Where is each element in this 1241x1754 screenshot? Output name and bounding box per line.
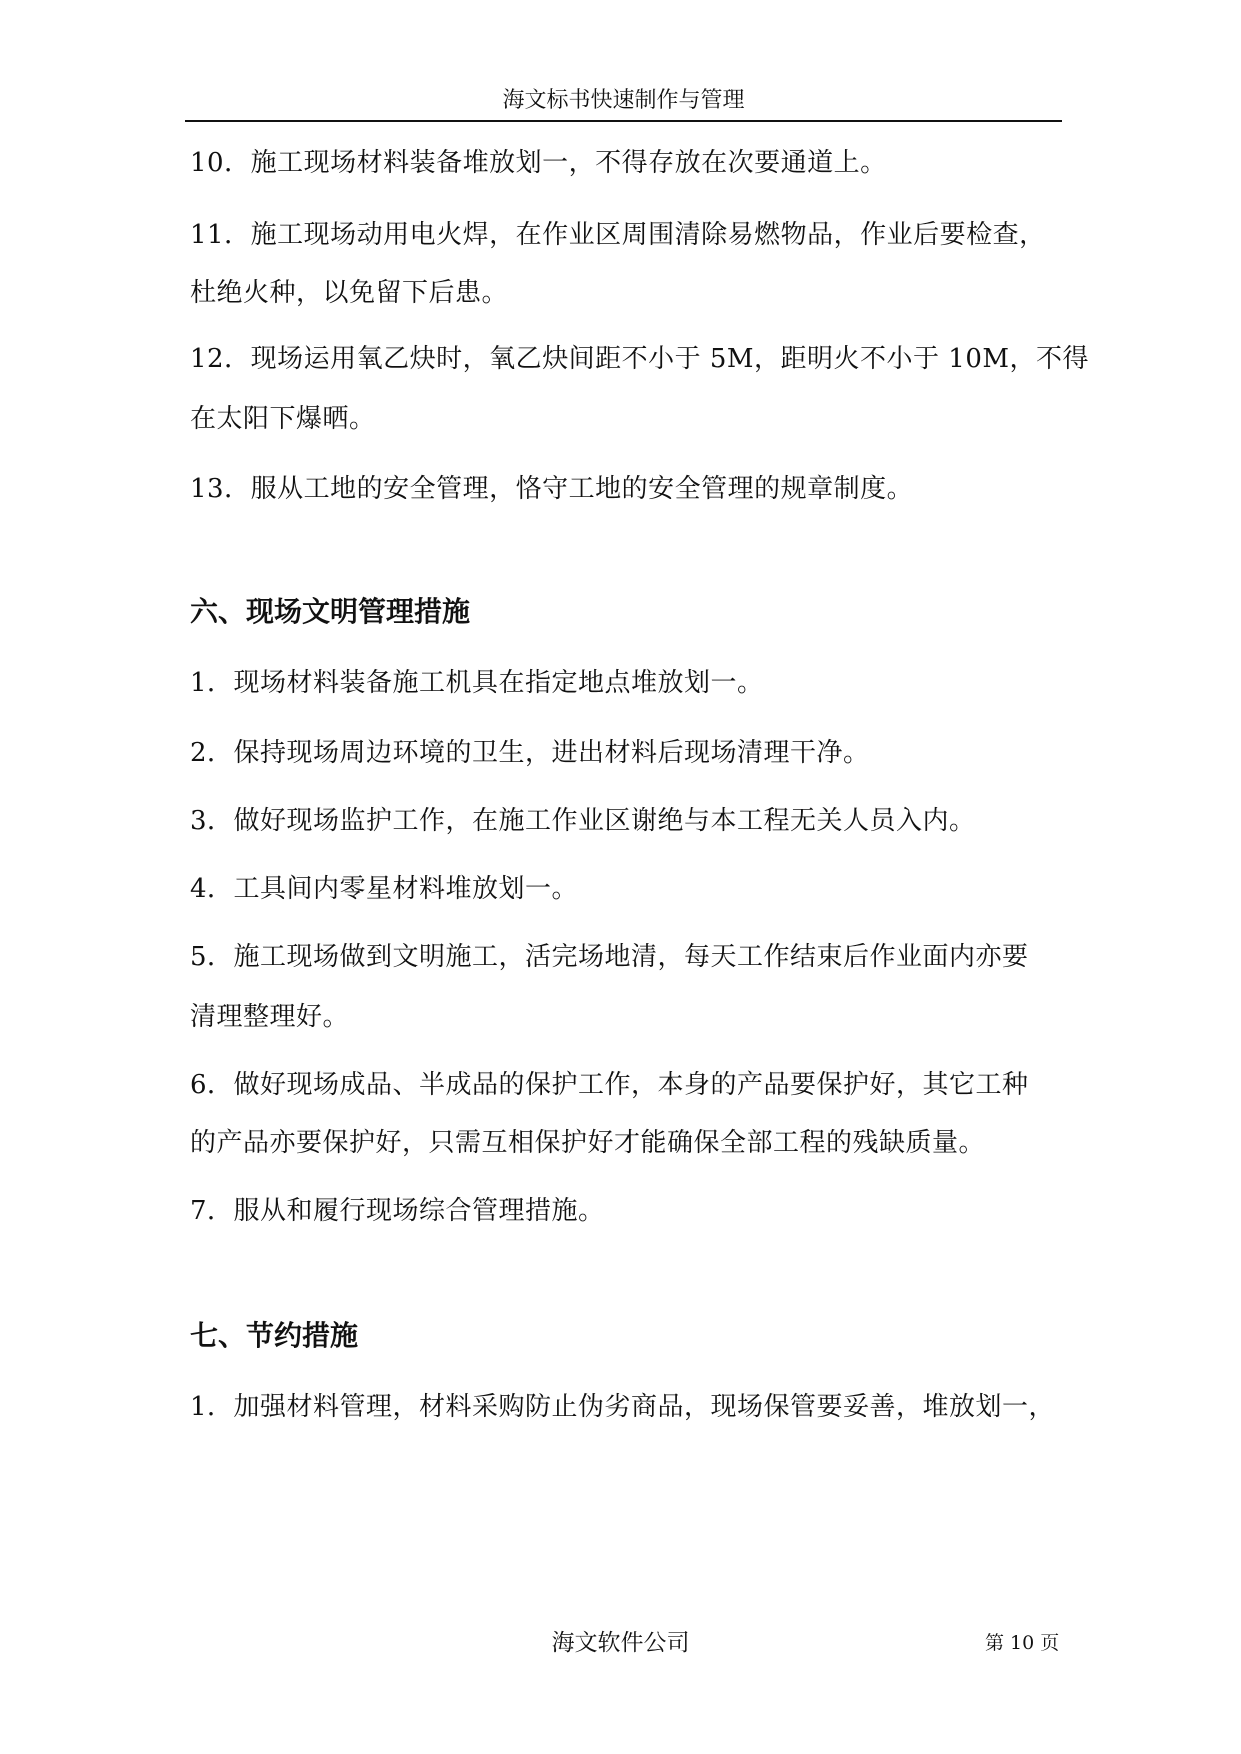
body-line: 5．施工现场做到文明施工，活完场地清，每天工作结束后作业面内亦要 <box>190 942 1029 972</box>
body-line: 3．做好现场监护工作，在施工作业区谢绝与本工程无关人员入内。 <box>190 806 976 836</box>
body-line: 清理整理好。 <box>190 1002 350 1032</box>
section-heading-7: 七、节约措施 <box>190 1319 359 1352</box>
footer-company: 海文软件公司 <box>551 1630 690 1656</box>
body-line: 6．做好现场成品、半成品的保护工作，本身的产品要保护好，其它工种 <box>190 1070 1029 1100</box>
body-line: 7．服从和履行现场综合管理措施。 <box>190 1196 605 1226</box>
body-line: 4．工具间内零星材料堆放划一。 <box>190 874 579 904</box>
body-line: 2．保持现场周边环境的卫生，进出材料后现场清理干净。 <box>190 738 870 768</box>
body-line: 1．加强材料管理，材料采购防止伪劣商品，现场保管要妥善，堆放划一， <box>190 1392 1056 1422</box>
body-line: 的产品亦要保护好，只需互相保护好才能确保全部工程的残缺质量。 <box>190 1128 986 1158</box>
body-line: 11．施工现场动用电火焊，在作业区周围清除易燃物品，作业后要检查， <box>190 220 1046 250</box>
body-line: 1．现场材料装备施工机具在指定地点堆放划一。 <box>190 668 764 698</box>
page-header-title: 海文标书快速制作与管理 <box>502 88 745 113</box>
section-heading-6: 六、现场文明管理措施 <box>190 595 471 628</box>
body-line: 在太阳下爆晒。 <box>190 404 376 434</box>
body-line: 10．施工现场材料装备堆放划一，不得存放在次要通道上。 <box>190 148 887 178</box>
body-line: 12．现场运用氧乙炔时，氧乙炔间距不小于 5M，距明火不小于 10M，不得 <box>190 344 1089 374</box>
page-number: 第 10 页 <box>985 1632 1060 1654</box>
header-divider <box>185 120 1062 122</box>
body-line: 13．服从工地的安全管理，恪守工地的安全管理的规章制度。 <box>190 474 914 504</box>
body-line: 杜绝火种，以免留下后患。 <box>190 278 509 308</box>
